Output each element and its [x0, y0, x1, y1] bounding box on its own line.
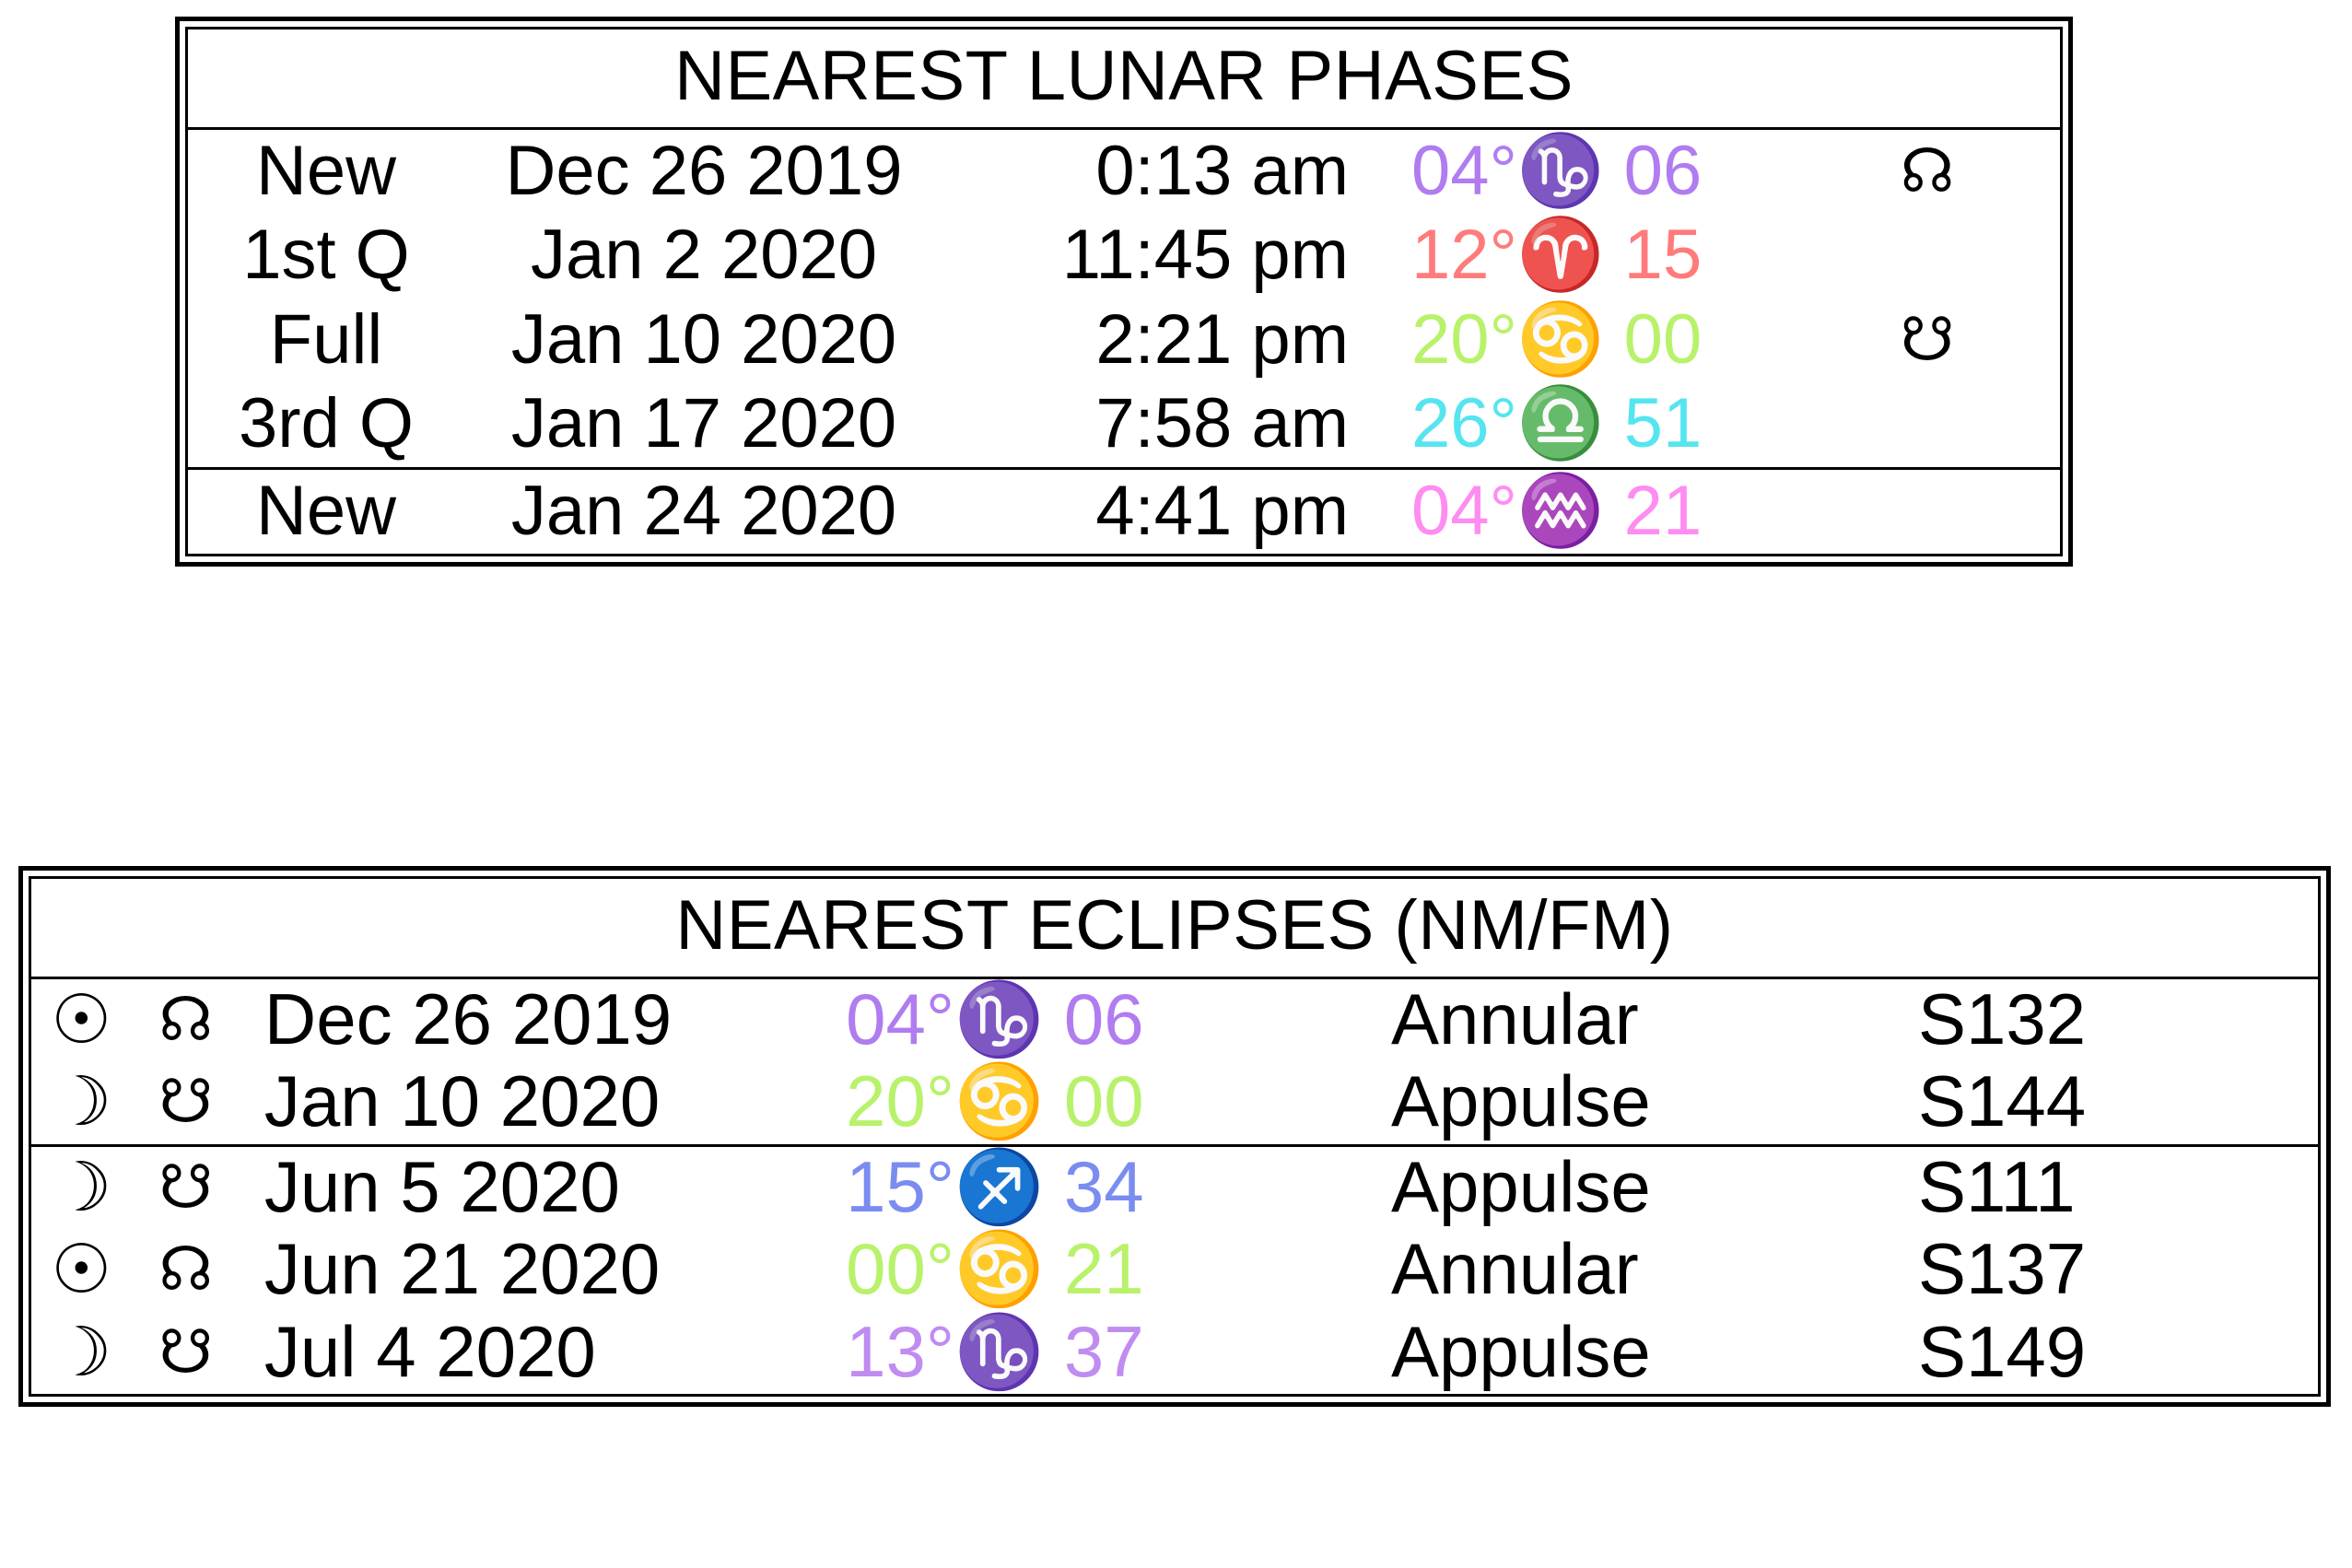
- table-row: [188, 214, 2060, 298]
- lunar-phases-panel: [175, 17, 2073, 567]
- descending-node-icon: ☋: [158, 1067, 213, 1136]
- eclipse-type: Annular: [1390, 977, 1639, 1059]
- phase-zodiac-position: 04°♑ 06: [1411, 131, 1703, 210]
- eclipse-date: Jun 5 2020: [263, 1145, 620, 1227]
- eclipse-date: Dec 26 2019: [263, 977, 673, 1059]
- moon-icon: ☽: [51, 1063, 112, 1141]
- eclipse-saros: S149: [1918, 1310, 2087, 1392]
- descending-node-icon: ☋: [1900, 304, 1955, 373]
- phase-zodiac-position: 12°♈ 15: [1411, 216, 1703, 295]
- eclipse-date: Jun 21 2020: [263, 1228, 661, 1310]
- phase-date: Jan 2 2020: [530, 216, 878, 295]
- phase-date: Dec 26 2019: [505, 131, 903, 210]
- phase-label: Full: [269, 299, 383, 379]
- eclipses-frame: [29, 876, 2321, 1397]
- phase-date: Jan 17 2020: [510, 384, 897, 463]
- eclipse-type: Annular: [1390, 1228, 1639, 1310]
- sun-icon: ☉: [51, 1231, 112, 1308]
- ascending-node-icon: ☊: [1900, 135, 1955, 205]
- moon-icon: ☽: [51, 1148, 112, 1225]
- table-row: [31, 979, 2318, 1062]
- phase-label: New: [255, 131, 397, 210]
- phase-date: Jan 10 2020: [510, 299, 897, 379]
- table-row: [31, 1061, 2318, 1144]
- eclipse-zodiac-position: 15°♐ 34: [846, 1145, 1144, 1227]
- eclipse-zodiac-position: 04°♑ 06: [846, 977, 1144, 1059]
- eclipse-type: Appulse: [1390, 1310, 1651, 1392]
- phase-time: 2:21 pm: [1095, 299, 1349, 379]
- moon-icon: ☽: [51, 1313, 112, 1390]
- eclipse-saros: S132: [1918, 977, 2087, 1059]
- phase-label: 3rd Q: [238, 384, 415, 463]
- ascending-node-icon: ☊: [158, 984, 213, 1053]
- ascending-node-icon: ☊: [158, 1235, 213, 1304]
- table-row: [188, 470, 2060, 555]
- phase-label: New: [255, 471, 397, 550]
- table-row: [31, 1147, 2318, 1230]
- eclipse-zodiac-position: 20°♋ 00: [846, 1060, 1144, 1142]
- eclipse-type: Appulse: [1390, 1060, 1651, 1142]
- lunar-phases-frame: [185, 27, 2063, 556]
- phase-date: Jan 24 2020: [510, 471, 897, 550]
- table-row: [188, 382, 2060, 467]
- eclipse-date: Jul 4 2020: [263, 1310, 596, 1392]
- eclipse-zodiac-position: 00°♋ 21: [846, 1228, 1144, 1310]
- table-row: [31, 1229, 2318, 1312]
- phase-zodiac-position: 20°♋ 00: [1411, 299, 1703, 379]
- eclipse-date: Jan 10 2020: [263, 1060, 661, 1142]
- eclipse-type: Appulse: [1390, 1145, 1651, 1227]
- phase-time: 4:41 pm: [1095, 471, 1349, 550]
- table-row: [188, 130, 2060, 215]
- eclipse-saros: S144: [1918, 1060, 2087, 1142]
- phase-time: 11:45 pm: [1061, 216, 1349, 295]
- descending-node-icon: ☋: [158, 1316, 213, 1386]
- phase-zodiac-position: 04°♒ 21: [1411, 471, 1703, 550]
- eclipse-zodiac-position: 13°♑ 37: [846, 1310, 1144, 1392]
- eclipses-panel: [18, 866, 2331, 1407]
- sun-icon: ☉: [51, 980, 112, 1058]
- eclipse-saros: S137: [1918, 1228, 2087, 1310]
- phase-zodiac-position: 26°♎ 51: [1411, 384, 1703, 463]
- phase-time: 7:58 am: [1095, 384, 1349, 463]
- phase-label: 1st Q: [242, 216, 410, 295]
- lunar-phases-title: NEAREST LUNAR PHASES: [674, 37, 1574, 115]
- descending-node-icon: ☋: [158, 1152, 213, 1221]
- eclipses-title: NEAREST ECLIPSES (NM/FM): [675, 886, 1674, 965]
- table-row: [188, 298, 2060, 383]
- eclipse-saros: S111: [1918, 1145, 2076, 1227]
- table-row: [31, 1312, 2318, 1395]
- phase-time: 0:13 am: [1095, 131, 1349, 210]
